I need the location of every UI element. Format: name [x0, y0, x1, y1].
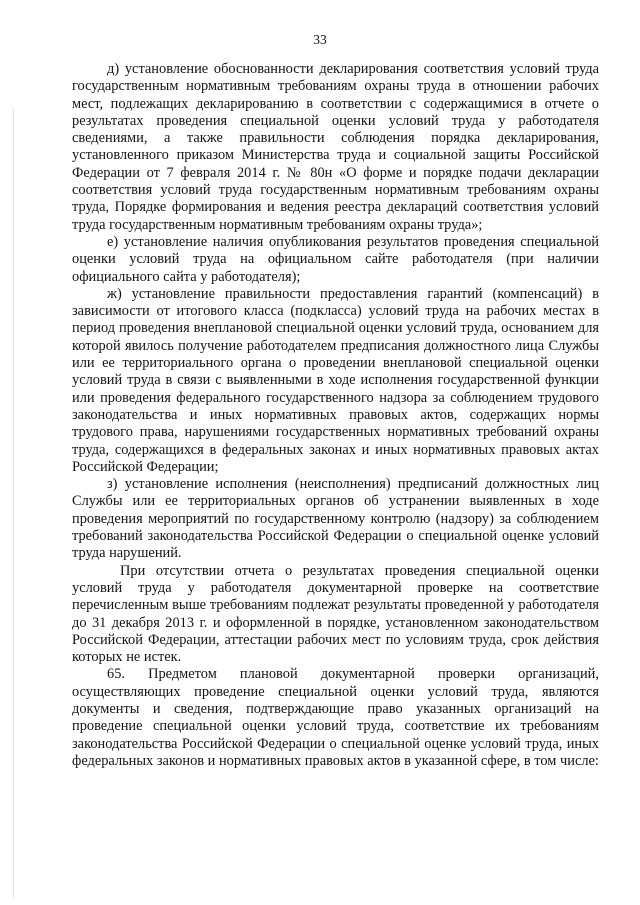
paragraph-absence-of-report: При отсутствии отчета о результатах проведения специальной оценки условий труда у работодателя документарной проверке на соответствие перечисленным выше требованиям подлежат результаты проведенной у работодателя до 31 декабря 2013 г. и оформленной в порядке, установленном законодательством Российской Федерации, аттестации рабочих мест по условиям труда, срок действия которых не истек.	[72, 562, 599, 666]
document-body	[72, 61, 599, 770]
paragraph-z: з) установление исполнения (неисполнения) предписаний должностных лиц Службы или ее территориальных органов об устранении выявленных в ходе проведения мероприятий по государственному контролю (надзору) за соблюдением требований законодательства Российской Федерации о специальной оценке условий труда нарушений.	[72, 476, 599, 562]
paragraph-zh: ж) установление правильности предоставления гарантий (компенсаций) в зависимости от итогового класса (подкласса) условий труда на рабочих местах в период проведения внеплановой специальной оценки условий труда, основанием для которой явилось получение работодателем предписания должностного лица Службы или ее территориального органа о проведении внеплановой специальной оценки условий труда в связи с выявленными в ходе исполнения государственной функции или проведения федерального государственного надзора за соблюдением трудового законодательства и иных нормативных правовых актов, содержащих нормы трудового права, нарушениями государственных нормативных требований охраны труда, содержащихся в федеральных законах и иных нормативных правовых актах Российской Федерации;	[72, 285, 599, 475]
paragraph-e: е) установление наличия опубликования результатов проведения специальной оценки условий труда на официальном сайте работодателя (при наличии официального сайта у работодателя);	[72, 233, 599, 285]
page-number: 33	[313, 32, 327, 47]
scan-edge-line	[13, 108, 14, 898]
paragraph-65: 65. Предметом плановой документарной проверки организаций, осуществляющих проведение специальной оценки условий труда, являются документы и сведения, подтверждающие право указанных организаций на проведение специальной оценки условий труда, соответствие их требованиям законодательства Российской Федерации о специальной оценке условий труда, иных федеральных законов и нормативных правовых актов в указанной сфере, в том числе:	[72, 666, 599, 769]
paragraph-d: д) установление обоснованности декларирования соответствия условий труда государственным нормативным требованиям охраны труда в отношении рабочих мест, подлежащих декларированию в соответствии с содержащимися в отчете о результатах проведения специальной оценки условий труда у работодателя сведениями, а также правильности соблюдения порядка декларирования, установленного приказом Министерства труда и социальной защиты Российской Федерации от 7 февраля 2014 г. № 80н «О форме и порядке подачи декларации соответствия условий труда государственным нормативным требованиям охраны труда, Порядке формирования и ведения реестра деклараций соответствия условий труда государственным нормативным требованиям охраны труда»;	[72, 61, 599, 233]
